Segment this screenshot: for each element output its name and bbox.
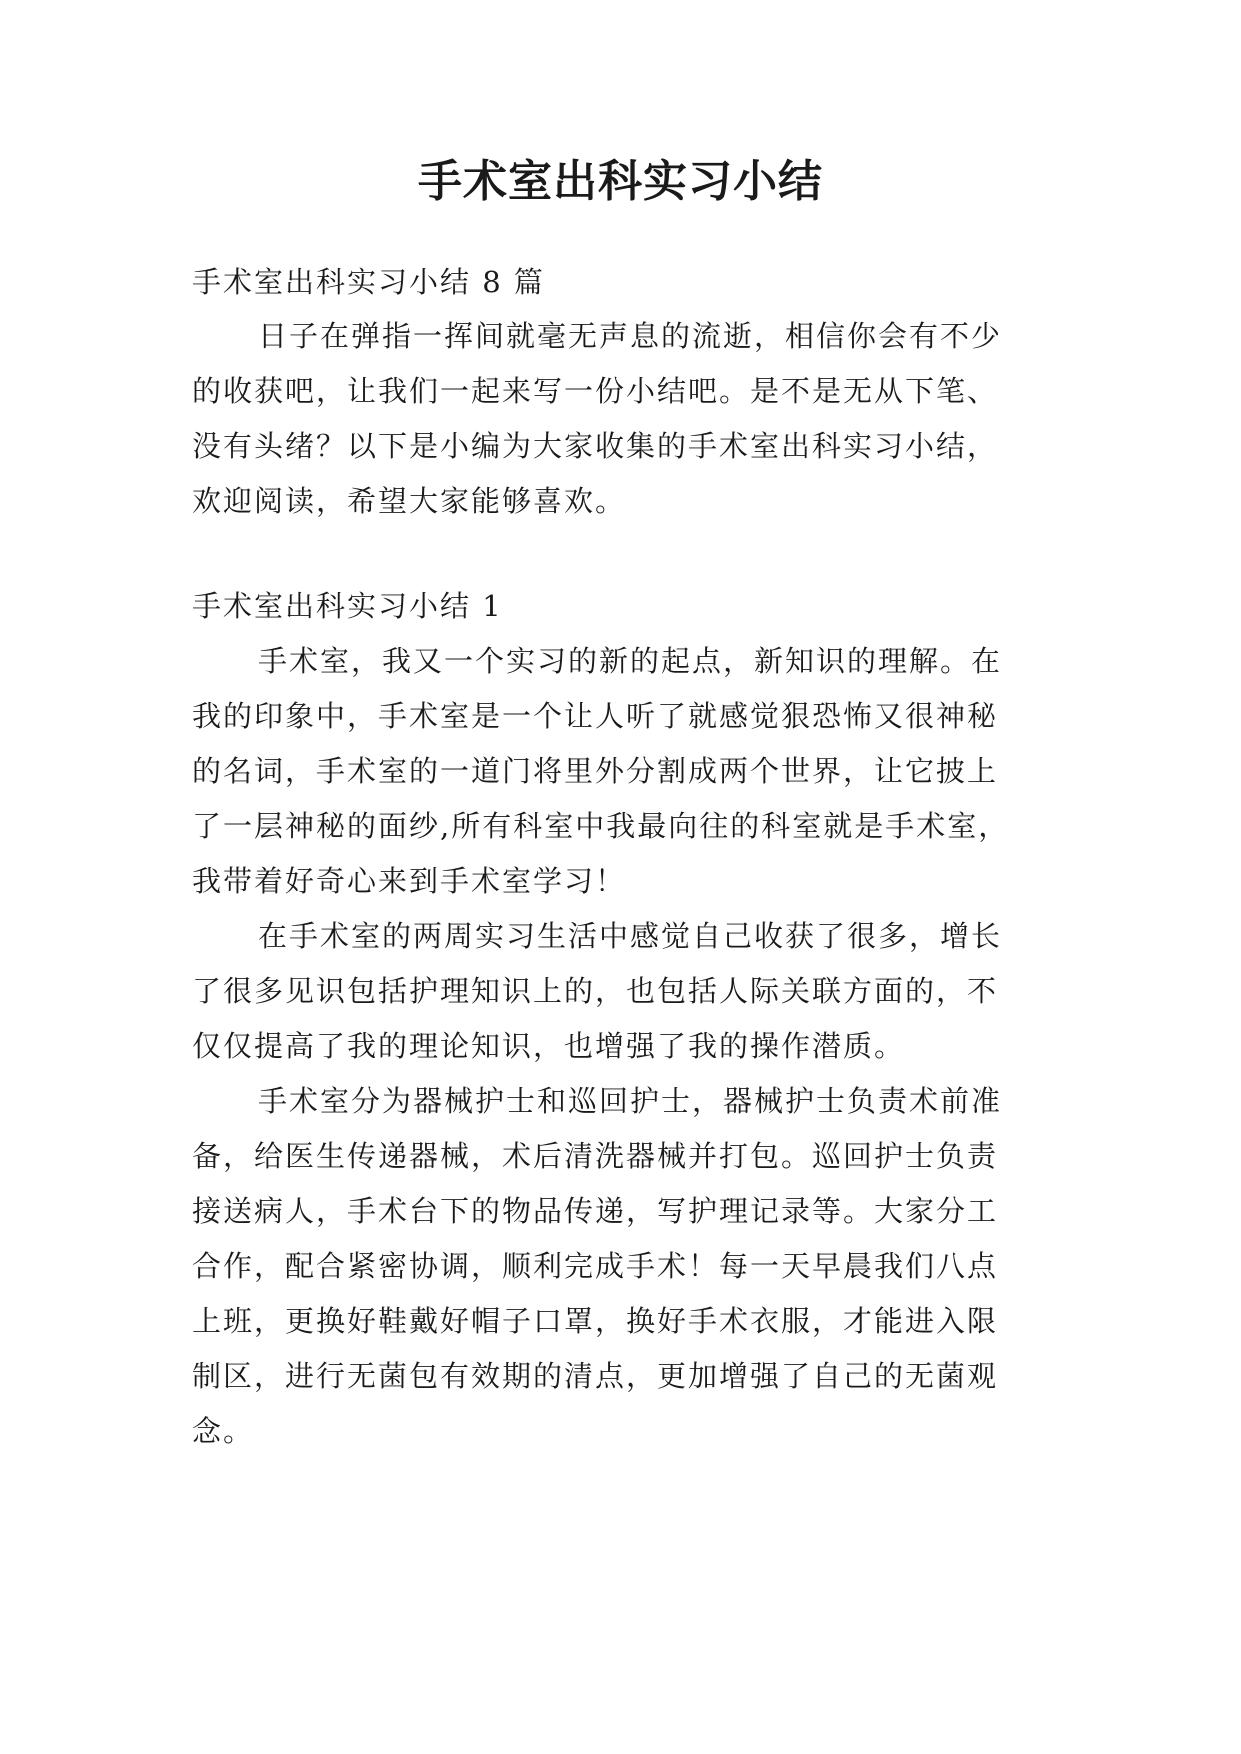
- text-line: 我带着好奇心来到手术室学习！: [192, 864, 627, 898]
- text-line: 在手术室的两周实习生活中感觉自己收获了很多，增长: [258, 919, 1003, 953]
- text-line: 我的印象中，手术室是一个让人听了就感觉狠恐怖又很神秘: [192, 699, 999, 733]
- text-line: 念。: [192, 1414, 255, 1448]
- text-line: 仅仅提高了我的理论知识，也增强了我的操作潜质。: [192, 1029, 906, 1063]
- text-line: 上班，更换好鞋戴好帽子口罩，换好手术衣服，才能进入限: [192, 1304, 999, 1338]
- text-line: 备，给医生传递器械，术后清洗器械并打包。巡回护士负责: [192, 1139, 999, 1173]
- text-line: 手术室，我又一个实习的新的起点，新知识的理解。在: [258, 644, 1003, 678]
- text-line: 欢迎阅读，希望大家能够喜欢。: [192, 484, 627, 518]
- text-line: 了很多见识包括护理知识上的，也包括人际关联方面的，不: [192, 974, 999, 1008]
- document-title: 手术室出科实习小结: [418, 156, 823, 207]
- subtitle-line: 手术室出科实习小结 8 篇: [192, 265, 545, 299]
- text-line: 没有头绪？以下是小编为大家收集的手术室出科实习小结，: [192, 429, 999, 463]
- text-line: 接送病人，手术台下的物品传递，写护理记录等。大家分工: [192, 1194, 999, 1228]
- text-line: 了一层神秘的面纱,所有科室中我最向往的科室就是手术室，: [192, 809, 1010, 843]
- text-line: 日子在弹指一挥间就毫无声息的流逝，相信你会有不少: [258, 319, 1003, 353]
- text-line: 的名词，手术室的一道门将里外分割成两个世界，让它披上: [192, 754, 999, 788]
- text-line: 的收获吧，让我们一起来写一份小结吧。是不是无从下笔、: [192, 374, 999, 408]
- text-line: 手术室分为器械护士和巡回护士，器械护士负责术前准: [258, 1084, 1003, 1118]
- text-line: 制区，进行无菌包有效期的清点，更加增强了自己的无菌观: [192, 1359, 999, 1393]
- text-line: 合作，配合紧密协调，顺利完成手术！每一天早晨我们八点: [192, 1249, 999, 1283]
- section-heading: 手术室出科实习小结 1: [192, 589, 503, 623]
